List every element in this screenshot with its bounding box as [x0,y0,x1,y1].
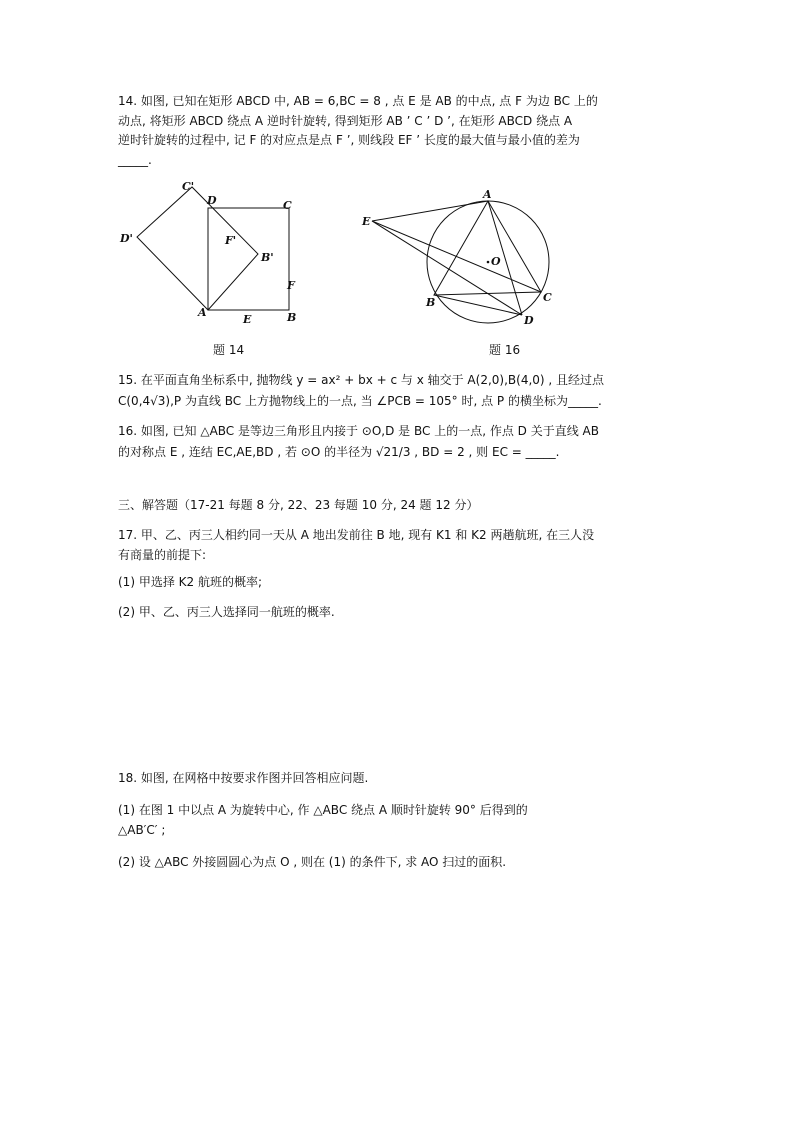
q14-line-1: 14. 如图, 已知在矩形 ABCD 中, AB = 6,BC = 8 , 点 E 是 AB 的中点, 点 F 为边 BC 上的 [118,94,598,108]
q14-line-3: 逆时针旋转的过程中, 记 F 的对应点是点 F ’, 则线段 EF ’ 长度的最大值与最小值的差为 [118,133,580,147]
q15-line-1: 15. 在平面直角坐标系中, 抛物线 y = ax² + bx + c 与 x 轴交于 A(2,0),B(4,0) , 且经过点 [118,373,605,387]
label-f: F [287,279,295,292]
segment-bd [434,295,522,315]
label-b: B [287,311,297,324]
question-14 [118,92,684,170]
q16-line-1: 16. 如图, 已知 △ABC 是等边三角形且内接于 ⊙O,D 是 BC 上的一点, 作点 D 关于直线 AB [118,424,599,438]
segment-ed [372,221,522,315]
label-c1: C' [182,180,195,193]
label-e: E [362,215,371,228]
q17-line-1: 17. 甲、乙、丙三人相约同一天从 A 地出发前往 B 地, 现有 K1 和 K2 两趟航班, 在三人没 [118,528,595,542]
question-15 [118,370,684,412]
q16-line-2: 的对称点 E , 连结 EC,AE,BD , 若 ⊙O 的半径为 √21/3 , BD = 2 , 则 EC = _____. [118,445,560,459]
rectangle-ab1c1d1 [137,187,258,310]
figure-14-caption: 题 14 [213,343,245,357]
label-e: E [243,313,252,326]
q17-line-2: 有商量的前提下: [118,547,207,562]
label-d: D [207,194,217,207]
q17-part-2: (2) 甲、乙、丙三人选择同一航班的概率. [118,605,335,619]
label-d1: D' [120,232,133,245]
q14-line-2: 动点, 将矩形 ABCD 绕点 A 逆时针旋转, 得到矩形 AB ’ C ’ D ’, 在矩形 ABCD 绕点 A [118,113,573,128]
q18-part-1 [118,801,684,840]
label-b: B [426,296,436,309]
figure-16-caption: 题 16 [489,343,521,357]
label-c: C [543,291,552,304]
segment-ea [372,201,488,221]
rectangle-abcd [208,208,289,310]
q18-intro: 18. 如图, 在网格中按要求作图并回答相应问题. [118,771,369,785]
triangle-abc [434,201,541,295]
label-a: A [483,188,492,201]
question-17 [118,526,684,565]
segment-ec [372,221,541,292]
figure-16 [355,184,560,329]
center-point-o [487,261,490,264]
q18-part-1-line-1: (1) 在图 1 中以点 A 为旋转中心, 作 △ABC 绕点 A 顺时针旋转 90° 后得到的 [118,803,528,817]
figure-14 [110,176,310,331]
label-c: C [283,199,292,212]
label-d: D [524,314,534,327]
q17-part-1: (1) 甲选择 K2 航班的概率; [118,575,262,589]
section-3-header: 三、解答题（17-21 每题 8 分, 22、23 每题 10 分, 24 题 12 分） [118,498,479,512]
label-f1: F' [225,234,237,247]
q18-part-2: (2) 设 △ABC 外接圆圆心为点 O , 则在 (1) 的条件下, 求 AO 扫过的面积. [118,855,507,869]
q15-line-2: C(0,4√3),P 为直线 BC 上方抛物线上的一点, 当 ∠PCB = 105° 时, 点 P 的横坐标为_____. [118,394,602,408]
label-o: O [491,255,501,268]
q14-answer-blank: _____. [118,152,152,167]
label-a: A [198,306,207,319]
question-16 [118,421,684,463]
q18-part-1-line-2: △AB′C′ ; [118,822,166,837]
label-b1: B' [261,251,274,264]
